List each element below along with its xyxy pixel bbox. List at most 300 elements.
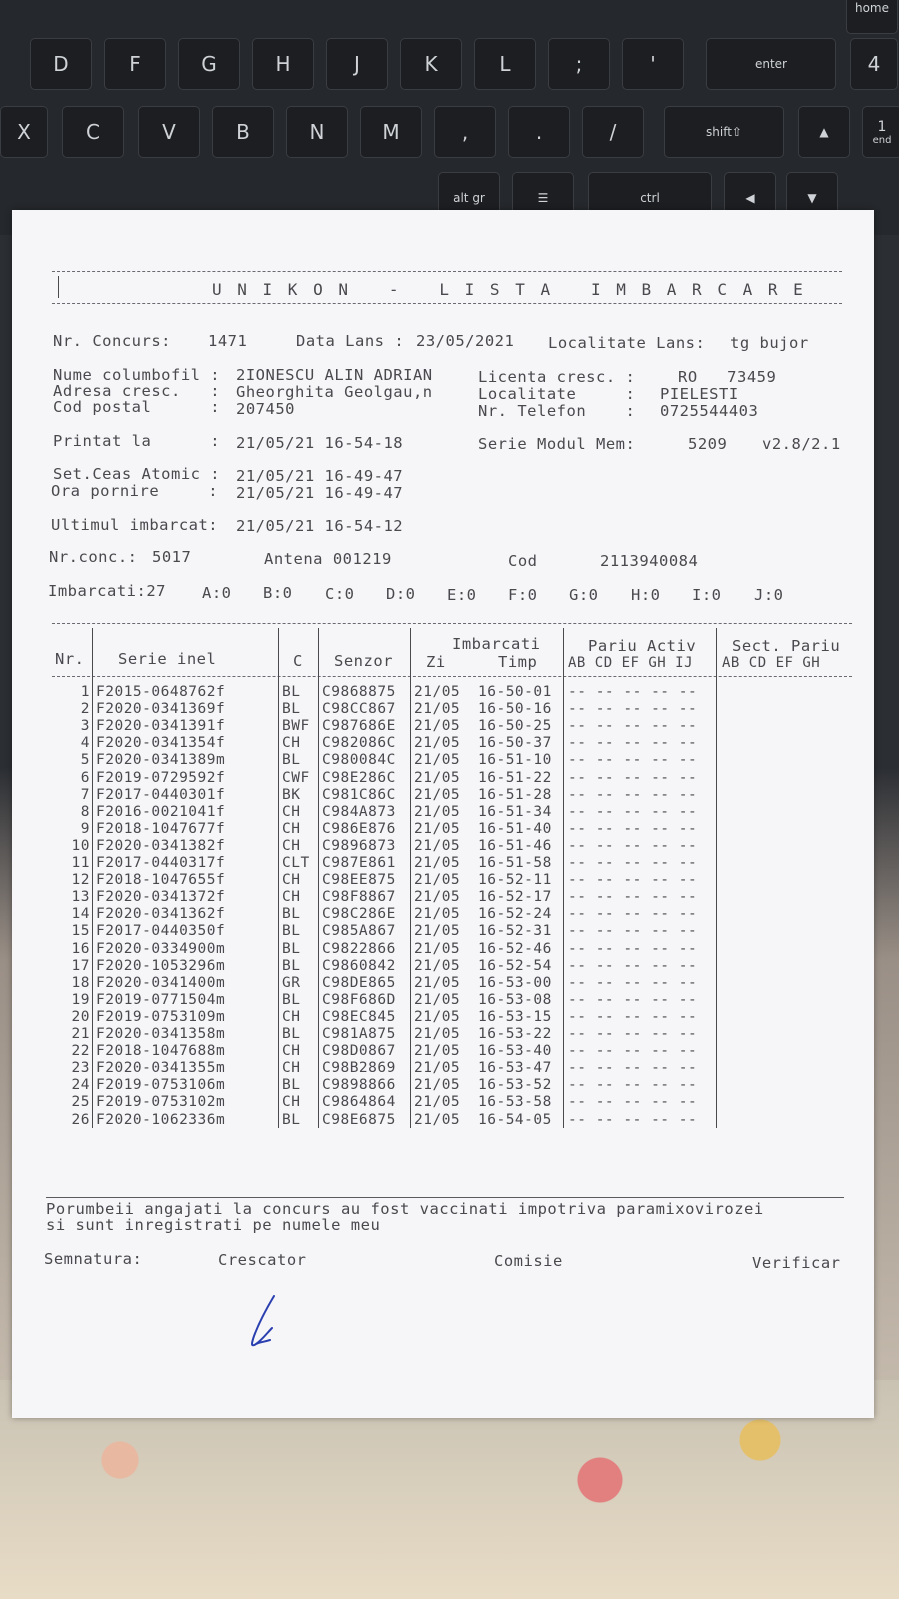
atomic-clock-label: Set.Ceas Atomic : xyxy=(53,465,221,483)
cell-nr: 19 xyxy=(71,991,90,1008)
cell-ring: F2018-1047655f xyxy=(96,872,226,889)
title-border-top xyxy=(52,271,842,272)
cell-time: 16-54-05 xyxy=(478,1111,552,1128)
cell-time: 16-51-40 xyxy=(478,820,552,837)
count-g: G:0 xyxy=(569,586,599,604)
table-row xyxy=(12,889,842,906)
table-row xyxy=(12,1077,842,1094)
cell-nr: 23 xyxy=(71,1060,90,1077)
printed-at: 21/05/21 16-54-18 xyxy=(236,434,404,452)
cell-sensor: C98E6875 xyxy=(322,1111,396,1128)
cell-bet: -- -- -- -- -- xyxy=(568,1111,698,1128)
embarkation-sheet xyxy=(12,210,874,1418)
antenna-id: Antena 001219 xyxy=(264,550,392,568)
cell-day: 21/05 xyxy=(414,1026,461,1042)
title-border-bottom xyxy=(52,303,842,304)
cell-color: BL xyxy=(282,906,301,923)
cell-nr: 8 xyxy=(80,803,90,820)
cell-bet: -- -- -- -- -- xyxy=(568,1043,698,1060)
cell-ring: F2020-0341354f xyxy=(96,735,226,752)
table-row xyxy=(12,821,842,838)
key-slash: / xyxy=(582,106,644,158)
cell-sensor: C9898866 xyxy=(322,1077,396,1094)
table-row xyxy=(12,923,842,940)
cell-bet: -- -- -- -- -- xyxy=(568,940,698,957)
key-m: M xyxy=(360,106,422,158)
cell-ring: F2019-0753109m xyxy=(96,1008,226,1025)
cell-ring: F2020-0341391f xyxy=(96,718,226,735)
cell-bet: -- -- -- -- -- xyxy=(568,906,698,923)
cell-time: 16-53-00 xyxy=(478,974,552,991)
cell-sensor: C981C86C xyxy=(322,786,396,803)
table-row xyxy=(12,1009,842,1026)
cell-nr: 20 xyxy=(71,1008,90,1025)
table-row xyxy=(12,787,842,804)
cell-color: CH xyxy=(282,1008,301,1025)
count-a: A:0 xyxy=(202,584,232,602)
cell-sensor: C980084C xyxy=(322,752,396,769)
cell-sensor: C986E876 xyxy=(322,820,396,837)
release-locality: tg bujor xyxy=(730,334,809,352)
count-j: J:0 xyxy=(754,586,784,604)
col-header-time: Timp xyxy=(498,653,538,671)
cell-sensor: C985A867 xyxy=(322,923,396,940)
cell-time: 16-52-24 xyxy=(478,906,552,923)
fancier-name: 2IONESCU ALIN ADRIAN xyxy=(236,366,433,384)
cod-label: Cod xyxy=(508,552,538,570)
cell-color: BK xyxy=(282,786,301,803)
sheet-title: U N I K O N - L I S T A I M B A R C A R E xyxy=(212,280,806,299)
table-row xyxy=(12,752,842,769)
key-b: B xyxy=(212,106,274,158)
col-header-sect: Sect. Pariu xyxy=(732,637,841,655)
cell-bet: -- -- -- -- -- xyxy=(568,1026,698,1042)
breeder-signature xyxy=(246,1292,286,1352)
cell-nr: 12 xyxy=(71,872,90,889)
col-header-ring: Serie inel xyxy=(118,650,217,668)
cell-time: 16-53-22 xyxy=(478,1026,552,1042)
cell-time: 16-50-16 xyxy=(478,701,552,718)
key-arrow-up: ▲ xyxy=(798,106,850,158)
start-time: 21/05/21 16-49-47 xyxy=(236,484,404,502)
cell-time: 16-51-28 xyxy=(478,786,552,803)
key-shift: shift⇧ xyxy=(664,106,784,158)
cell-bet: -- -- -- -- -- xyxy=(568,786,698,803)
table-row xyxy=(12,855,842,872)
cell-bet: -- -- -- -- -- xyxy=(568,820,698,837)
key-1-end xyxy=(862,106,899,158)
cell-bet: -- -- -- -- -- xyxy=(568,701,698,718)
printed-at-label: Printat la : xyxy=(53,432,221,450)
cell-sensor: C98C286E xyxy=(322,906,396,923)
last-embarked-time: 21/05/21 16-54-12 xyxy=(236,517,404,535)
cell-sensor: C9896873 xyxy=(322,837,396,854)
cell-color: BL xyxy=(282,684,301,700)
cell-day: 21/05 xyxy=(414,837,461,854)
table-row xyxy=(12,718,842,735)
cell-day: 21/05 xyxy=(414,906,461,923)
cell-nr: 4 xyxy=(80,735,90,752)
cell-day: 21/05 xyxy=(414,923,461,940)
cell-day: 21/05 xyxy=(414,1111,461,1128)
contest-number: 1471 xyxy=(208,332,248,350)
contest-code: 5017 xyxy=(152,548,192,566)
cell-nr: 21 xyxy=(71,1026,90,1042)
cell-ring: F2015-0648762f xyxy=(96,684,226,700)
table-row xyxy=(12,975,842,992)
atomic-clock-time: 21/05/21 16-49-47 xyxy=(236,467,404,485)
cell-nr: 11 xyxy=(71,855,90,871)
key-d: D xyxy=(30,38,92,90)
cell-sensor: C98D0867 xyxy=(322,1043,396,1060)
firmware-version: v2.8/2.1 xyxy=(762,435,841,453)
table-row xyxy=(12,735,842,752)
cell-color: CH xyxy=(282,889,301,906)
count-d: D:0 xyxy=(386,585,416,603)
cell-ring: F2020-1062336m xyxy=(96,1111,226,1128)
cell-time: 16-52-54 xyxy=(478,957,552,974)
cell-ring: F2019-0729592f xyxy=(96,769,226,786)
key-g: G xyxy=(178,38,240,90)
table-header-top-border xyxy=(52,623,852,624)
cell-ring: F2020-0341355m xyxy=(96,1060,226,1077)
cell-bet: -- -- -- -- -- xyxy=(568,923,698,940)
key-j: J xyxy=(326,38,388,90)
cell-ring: F2020-0341382f xyxy=(96,837,226,854)
cell-bet: -- -- -- -- -- xyxy=(568,957,698,974)
cell-bet: -- -- -- -- -- xyxy=(568,991,698,1008)
table-row xyxy=(12,1094,842,1111)
cell-nr: 16 xyxy=(71,940,90,957)
contest-number-label: Nr. Concurs: xyxy=(53,332,171,350)
cell-ring: F2018-1047688m xyxy=(96,1043,226,1060)
locality-label: Localitate : xyxy=(478,385,636,403)
cell-bet: -- -- -- -- -- xyxy=(568,855,698,871)
cell-bet: -- -- -- -- -- xyxy=(568,718,698,735)
cell-sensor: C984A873 xyxy=(322,803,396,820)
cell-nr: 18 xyxy=(71,974,90,991)
table-row xyxy=(12,958,842,975)
count-e: E:0 xyxy=(447,586,477,604)
cell-day: 21/05 xyxy=(414,786,461,803)
cell-day: 21/05 xyxy=(414,1094,461,1111)
key-menu: ☰ xyxy=(512,172,574,224)
table-row xyxy=(12,1112,842,1129)
cell-bet: -- -- -- -- -- xyxy=(568,889,698,906)
cell-color: CWF xyxy=(282,769,310,786)
cell-day: 21/05 xyxy=(414,684,461,700)
table-row xyxy=(12,992,842,1009)
cell-sensor: C98F686D xyxy=(322,991,396,1008)
release-date: 23/05/2021 xyxy=(416,332,515,350)
cell-day: 21/05 xyxy=(414,872,461,889)
vaccination-statement-line-2: si sunt inregistrati pe numele meu xyxy=(46,1216,381,1234)
cell-color: BL xyxy=(282,701,301,718)
cell-color: CH xyxy=(282,837,301,854)
cell-day: 21/05 xyxy=(414,1008,461,1025)
col-header-color: C xyxy=(293,652,303,670)
commission-label: Comisie xyxy=(494,1252,563,1270)
count-h: H:0 xyxy=(631,586,661,604)
cell-nr: 9 xyxy=(80,820,90,837)
cell-sensor: C981A875 xyxy=(322,1026,396,1042)
cell-color: CH xyxy=(282,1094,301,1111)
cell-color: CLT xyxy=(282,855,310,871)
cell-bet: -- -- -- -- -- xyxy=(568,1060,698,1077)
key-k: K xyxy=(400,38,462,90)
vaccination-statement-line-1: Porumbeii angajati la concurs au fost vaccinati impotriva paramixovirozei xyxy=(46,1200,764,1218)
cell-nr: 26 xyxy=(71,1111,90,1128)
key-h: H xyxy=(252,38,314,90)
cell-nr: 1 xyxy=(80,684,90,700)
locality: PIELESTI xyxy=(660,385,739,403)
cell-bet: -- -- -- -- -- xyxy=(568,1008,698,1025)
cell-sensor: C987686E xyxy=(322,718,396,735)
cell-day: 21/05 xyxy=(414,855,461,871)
cell-color: BL xyxy=(282,1077,301,1094)
cell-ring: F2020-0341358m xyxy=(96,1026,226,1042)
cell-ring: F2019-0753102m xyxy=(96,1094,226,1111)
key-end-label: end xyxy=(872,134,892,146)
postal-code-label: Cod postal : xyxy=(53,398,221,416)
cell-time: 16-53-40 xyxy=(478,1043,552,1060)
address: Gheorghita Geolgau,n xyxy=(236,383,433,401)
cell-ring: F2017-0440301f xyxy=(96,786,226,803)
title-border-left xyxy=(58,276,59,298)
cell-time: 16-51-22 xyxy=(478,769,552,786)
cell-time: 16-53-15 xyxy=(478,1008,552,1025)
cell-time: 16-50-25 xyxy=(478,718,552,735)
table-row xyxy=(12,770,842,787)
key-arrow-down: ▼ xyxy=(786,172,838,224)
cell-bet: -- -- -- -- -- xyxy=(568,1077,698,1094)
key-v: V xyxy=(138,106,200,158)
cell-color: CH xyxy=(282,803,301,820)
cell-nr: 25 xyxy=(71,1094,90,1111)
cell-day: 21/05 xyxy=(414,718,461,735)
cell-ring: F2017-0440317f xyxy=(96,855,226,871)
key-arrow-left: ◀ xyxy=(724,172,776,224)
signature-label: Semnatura: xyxy=(44,1250,143,1268)
cell-color: CH xyxy=(282,820,301,837)
cell-time: 16-51-58 xyxy=(478,855,552,871)
key-quote: ' xyxy=(622,38,684,90)
cell-sensor: C98DE865 xyxy=(322,974,396,991)
key-n: N xyxy=(286,106,348,158)
cell-nr: 13 xyxy=(71,889,90,906)
cell-ring: F2019-0771504m xyxy=(96,991,226,1008)
cell-sensor: C982086C xyxy=(322,735,396,752)
embarked-count: Imbarcati:27 xyxy=(48,582,166,600)
cell-nr: 5 xyxy=(80,752,90,769)
cell-day: 21/05 xyxy=(414,991,461,1008)
key-c: C xyxy=(62,106,124,158)
cell-nr: 17 xyxy=(71,957,90,974)
cell-day: 21/05 xyxy=(414,1077,461,1094)
key-x: X xyxy=(0,106,48,158)
cell-ring: F2020-0341369f xyxy=(96,701,226,718)
cell-nr: 3 xyxy=(80,718,90,735)
cell-ring: F2020-0334900m xyxy=(96,940,226,957)
phone-label: Nr. Telefon : xyxy=(478,402,636,420)
cell-nr: 14 xyxy=(71,906,90,923)
footer-rule xyxy=(46,1197,844,1198)
cell-bet: -- -- -- -- -- xyxy=(568,684,698,700)
postal-code: 207450 xyxy=(236,400,295,418)
key-l: L xyxy=(474,38,536,90)
release-date-label: Data Lans : xyxy=(296,332,405,350)
col-header-sect-cols: AB CD EF GH xyxy=(722,655,821,671)
col-header-day: Zi xyxy=(426,653,446,671)
cell-time: 16-52-31 xyxy=(478,923,552,940)
col-header-nr: Nr. xyxy=(55,650,85,668)
cell-time: 16-53-58 xyxy=(478,1094,552,1111)
cell-bet: -- -- -- -- -- xyxy=(568,769,698,786)
cell-bet: -- -- -- -- -- xyxy=(568,837,698,854)
key-enter: enter xyxy=(706,38,836,90)
cell-day: 21/05 xyxy=(414,1060,461,1077)
cell-time: 16-51-46 xyxy=(478,837,552,854)
cell-ring: F2020-0341362f xyxy=(96,906,226,923)
cell-color: CH xyxy=(282,735,301,752)
table-row xyxy=(12,1043,842,1060)
cell-sensor: C9864864 xyxy=(322,1094,396,1111)
col-header-bet: Pariu Activ xyxy=(588,637,697,655)
module-serial-label: Serie Modul Mem: xyxy=(478,435,636,453)
cell-color: CH xyxy=(282,1060,301,1077)
cell-color: BL xyxy=(282,957,301,974)
cell-color: BL xyxy=(282,1111,301,1128)
cell-sensor: C98E286C xyxy=(322,769,396,786)
cell-ring: F2018-1047677f xyxy=(96,820,226,837)
cell-day: 21/05 xyxy=(414,701,461,718)
cell-bet: -- -- -- -- -- xyxy=(568,803,698,820)
table-row xyxy=(12,804,842,821)
cell-day: 21/05 xyxy=(414,1043,461,1060)
key-1-label: 1 xyxy=(877,118,887,135)
table-row xyxy=(12,838,842,855)
cell-time: 16-52-17 xyxy=(478,889,552,906)
key-ctrl: ctrl xyxy=(588,172,712,224)
cell-day: 21/05 xyxy=(414,889,461,906)
cell-sensor: C98B2869 xyxy=(322,1060,396,1077)
cell-time: 16-50-37 xyxy=(478,735,552,752)
cell-bet: -- -- -- -- -- xyxy=(568,735,698,752)
cell-color: BL xyxy=(282,752,301,769)
cell-nr: 2 xyxy=(80,701,90,718)
cell-color: BL xyxy=(282,991,301,1008)
cell-nr: 24 xyxy=(71,1077,90,1094)
cell-bet: -- -- -- -- -- xyxy=(568,1094,698,1111)
table-row xyxy=(12,906,842,923)
key-alt-gr: alt gr xyxy=(438,172,500,224)
cell-time: 16-51-34 xyxy=(478,803,552,820)
count-c: C:0 xyxy=(325,585,355,603)
table-row xyxy=(12,684,842,701)
start-time-label: Ora pornire : xyxy=(51,482,219,500)
address-label: Adresa cresc. : xyxy=(53,382,221,400)
cell-day: 21/05 xyxy=(414,803,461,820)
license-number: RO 73459 xyxy=(678,368,777,386)
phone-number: 0725544403 xyxy=(660,402,759,420)
last-embarked-label: Ultimul imbarcat: xyxy=(51,516,219,534)
key-semicolon: ; xyxy=(548,38,610,90)
key-comma: , xyxy=(434,106,496,158)
count-i: I:0 xyxy=(692,586,722,604)
cell-color: CH xyxy=(282,872,301,889)
cell-day: 21/05 xyxy=(414,752,461,769)
cell-time: 16-53-47 xyxy=(478,1060,552,1077)
cell-sensor: C98EE875 xyxy=(322,872,396,889)
table-row xyxy=(12,701,842,718)
cell-nr: 6 xyxy=(80,769,90,786)
cell-ring: F2020-0341389m xyxy=(96,752,226,769)
table-header-bottom-border xyxy=(52,676,852,677)
count-b: B:0 xyxy=(263,584,293,602)
cell-sensor: C98CC867 xyxy=(322,701,396,718)
col-header-embarked: Imbarcati xyxy=(452,635,541,653)
contest-code-label: Nr.conc.: xyxy=(49,548,138,566)
key-4: 4 xyxy=(850,38,898,90)
cell-ring: F2017-0440350f xyxy=(96,923,226,940)
cell-color: CH xyxy=(282,1043,301,1060)
cell-day: 21/05 xyxy=(414,940,461,957)
table-row xyxy=(12,1026,842,1043)
cell-sensor: C98EC845 xyxy=(322,1008,396,1025)
cell-ring: F2016-0021041f xyxy=(96,803,226,820)
cell-bet: -- -- -- -- -- xyxy=(568,872,698,889)
table-row xyxy=(12,872,842,889)
cell-ring: F2020-0341372f xyxy=(96,889,226,906)
cell-color: BL xyxy=(282,940,301,957)
key-home: home xyxy=(846,0,898,34)
fancier-name-label: Nume columbofil : xyxy=(53,366,221,384)
cell-nr: 22 xyxy=(71,1043,90,1060)
cell-day: 21/05 xyxy=(414,735,461,752)
cell-ring: F2020-1053296m xyxy=(96,957,226,974)
cell-time: 16-50-01 xyxy=(478,684,552,700)
table-row xyxy=(12,941,842,958)
release-locality-label: Localitate Lans: xyxy=(548,334,706,352)
cell-time: 16-52-46 xyxy=(478,940,552,957)
key-period: . xyxy=(508,106,570,158)
cell-time: 16-53-52 xyxy=(478,1077,552,1094)
license-label: Licenta cresc. : xyxy=(478,368,636,386)
cell-day: 21/05 xyxy=(414,957,461,974)
cell-day: 21/05 xyxy=(414,769,461,786)
cell-nr: 10 xyxy=(71,837,90,854)
cell-ring: F2019-0753106m xyxy=(96,1077,226,1094)
cell-color: BL xyxy=(282,1026,301,1042)
cell-day: 21/05 xyxy=(414,820,461,837)
breeder-label: Crescator xyxy=(218,1251,307,1269)
cod-value: 2113940084 xyxy=(600,552,699,570)
cell-sensor: C9868875 xyxy=(322,684,396,700)
verifier-label: Verificar xyxy=(752,1254,841,1272)
cell-time: 16-51-10 xyxy=(478,752,552,769)
cell-time: 16-53-08 xyxy=(478,991,552,1008)
col-header-sensor: Senzor xyxy=(334,652,393,670)
cell-time: 16-52-11 xyxy=(478,872,552,889)
cell-nr: 7 xyxy=(80,786,90,803)
cell-sensor: C9822866 xyxy=(322,940,396,957)
table-row xyxy=(12,1060,842,1077)
cell-color: BL xyxy=(282,923,301,940)
cell-bet: -- -- -- -- -- xyxy=(568,752,698,769)
key-f: F xyxy=(104,38,166,90)
cell-sensor: C987E861 xyxy=(322,855,396,871)
cell-color: GR xyxy=(282,974,301,991)
